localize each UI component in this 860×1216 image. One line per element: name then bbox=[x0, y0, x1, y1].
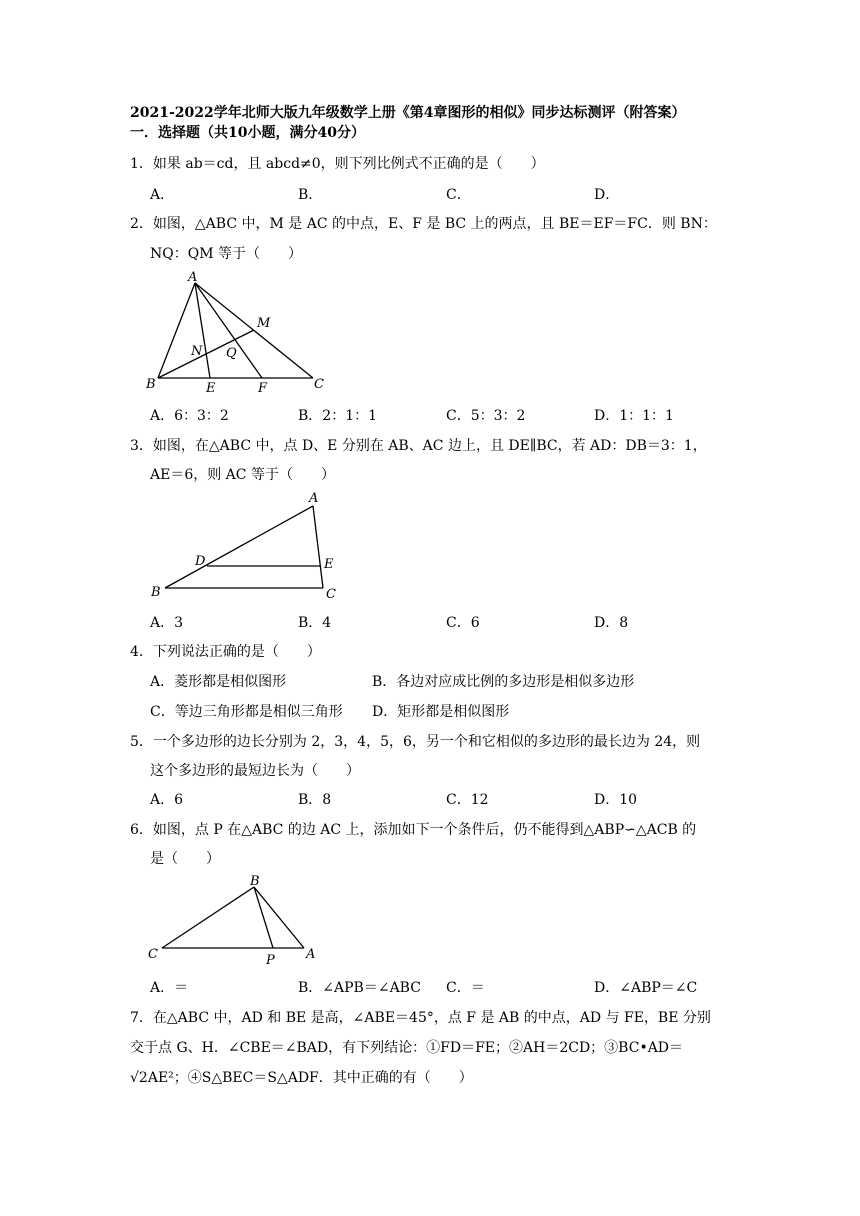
q6-label-c: C bbox=[148, 947, 158, 962]
q3-label-e: E bbox=[324, 557, 334, 572]
q3-label-a: A bbox=[309, 491, 319, 506]
q3-side-ac bbox=[313, 506, 323, 588]
q4-option-b: B．各边对应成比例的多边形是相似多边形 bbox=[372, 674, 635, 690]
q6-segment-bp bbox=[254, 887, 273, 948]
q2-option-c: C．5：3：2 bbox=[446, 408, 526, 424]
q2-label-m: M bbox=[257, 316, 271, 331]
q5-option-b: B．8 bbox=[298, 792, 332, 808]
q4-option-c: C．等边三角形都是相似三角形 bbox=[150, 704, 343, 720]
q2-segment-bm bbox=[158, 330, 254, 378]
question-3-line2: AE＝6，则 AC 等于（ ） bbox=[150, 467, 335, 483]
q2-side-ab bbox=[158, 283, 195, 378]
q6-side-bc bbox=[162, 887, 254, 948]
q3-option-b: B．4 bbox=[298, 615, 332, 631]
q3-triangle-figure bbox=[145, 488, 355, 606]
section-heading: 一．选择题（共10小题，满分40分） bbox=[130, 125, 365, 141]
question-7-line3: √2AE²；④S△BEC＝S△ADF．其中正确的有（ ） bbox=[130, 1070, 473, 1086]
q3-option-a: A．3 bbox=[150, 615, 184, 631]
q3-option-d: D．8 bbox=[594, 615, 629, 631]
q1-option-a: A． bbox=[150, 187, 175, 203]
question-6-line1: 6．如图，点 P 在△ABC 的边 AC 上，添加如下一个条件后，仍不能得到△ABP∽△ACB 的 bbox=[130, 822, 697, 838]
question-7-line2: 交于点 G、H．∠CBE＝∠BAD，有下列结论：①FD＝FE；②AH＝2CD；③BC•AD＝ bbox=[130, 1040, 684, 1056]
q6-option-c: C．＝ bbox=[446, 980, 485, 996]
q6-option-b: B．∠APB＝∠ABC bbox=[298, 980, 421, 996]
q6-label-p: P bbox=[266, 953, 275, 968]
q6-triangle-figure bbox=[140, 872, 330, 970]
question-5-line2: 这个多边形的最短边长为（ ） bbox=[150, 763, 360, 779]
question-5-line1: 5．一个多边形的边长分别为 2，3，4，5，6，另一个和它相似的多边形的最长边为 24，则 bbox=[130, 734, 701, 750]
question-6-line2: 是（ ） bbox=[150, 851, 220, 867]
q4-option-d: D．矩形都是相似图形 bbox=[372, 704, 510, 720]
q5-option-a: A．6 bbox=[150, 792, 184, 808]
q5-option-d: D．10 bbox=[594, 792, 638, 808]
q2-option-a: A．6：3：2 bbox=[150, 408, 229, 424]
q3-side-ab bbox=[165, 506, 313, 588]
q6-label-a: A bbox=[306, 947, 316, 962]
question-2-line2: NQ：QM 等于（ ） bbox=[150, 246, 302, 262]
q4-option-a: A．菱形都是相似图形 bbox=[150, 674, 287, 690]
question-2-line1: 2．如图，△ABC 中，M 是 AC 的中点，E、F 是 BC 上的两点，且 BE＝EF＝FC．则 BN： bbox=[130, 216, 717, 232]
q2-triangle-figure bbox=[140, 268, 350, 398]
q2-label-c: C bbox=[314, 377, 324, 392]
question-1-text: 1．如果 ab＝cd，且 abcd≠0，则下列比例式不正确的是（ ） bbox=[130, 156, 545, 172]
q1-option-d: D． bbox=[594, 187, 620, 203]
q6-side-ba bbox=[254, 887, 304, 948]
q1-option-c: C． bbox=[446, 187, 471, 203]
q3-label-b: B bbox=[151, 585, 161, 600]
q2-segment-ae bbox=[195, 283, 210, 378]
q3-option-c: C．6 bbox=[446, 615, 480, 631]
q2-label-n: N bbox=[191, 344, 203, 359]
question-3-line1: 3．如图，在△ABC 中，点 D、E 分别在 AB、AC 边上，且 DE∥BC，若 AD：DB＝3：1， bbox=[130, 438, 707, 454]
q2-label-e: E bbox=[206, 381, 216, 396]
q6-label-b: B bbox=[250, 874, 260, 889]
q2-label-a: A bbox=[188, 270, 198, 285]
q2-option-d: D．1：1：1 bbox=[594, 408, 674, 424]
q6-option-d: D．∠ABP＝∠C bbox=[594, 980, 698, 996]
q5-option-c: C．12 bbox=[446, 792, 489, 808]
q2-option-b: B．2：1：1 bbox=[298, 408, 378, 424]
q3-label-d: D bbox=[195, 554, 206, 569]
q2-label-f: F bbox=[258, 381, 268, 396]
document-title: 2021-2022学年北师大版九年级数学上册《第4章图形的相似》同步达标测评（附答案） bbox=[130, 105, 686, 121]
q2-label-q: Q bbox=[226, 346, 237, 361]
q2-label-b: B bbox=[146, 377, 156, 392]
q6-option-a: A．＝ bbox=[150, 980, 189, 996]
q1-option-b: B． bbox=[298, 187, 323, 203]
question-7-line1: 7．在△ABC 中，AD 和 BE 是高，∠ABE＝45°，点 F 是 AB 的中点，AD 与 FE，BE 分别 bbox=[130, 1010, 711, 1026]
question-4-text: 4．下列说法正确的是（ ） bbox=[130, 644, 321, 660]
q3-label-c: C bbox=[326, 587, 336, 602]
